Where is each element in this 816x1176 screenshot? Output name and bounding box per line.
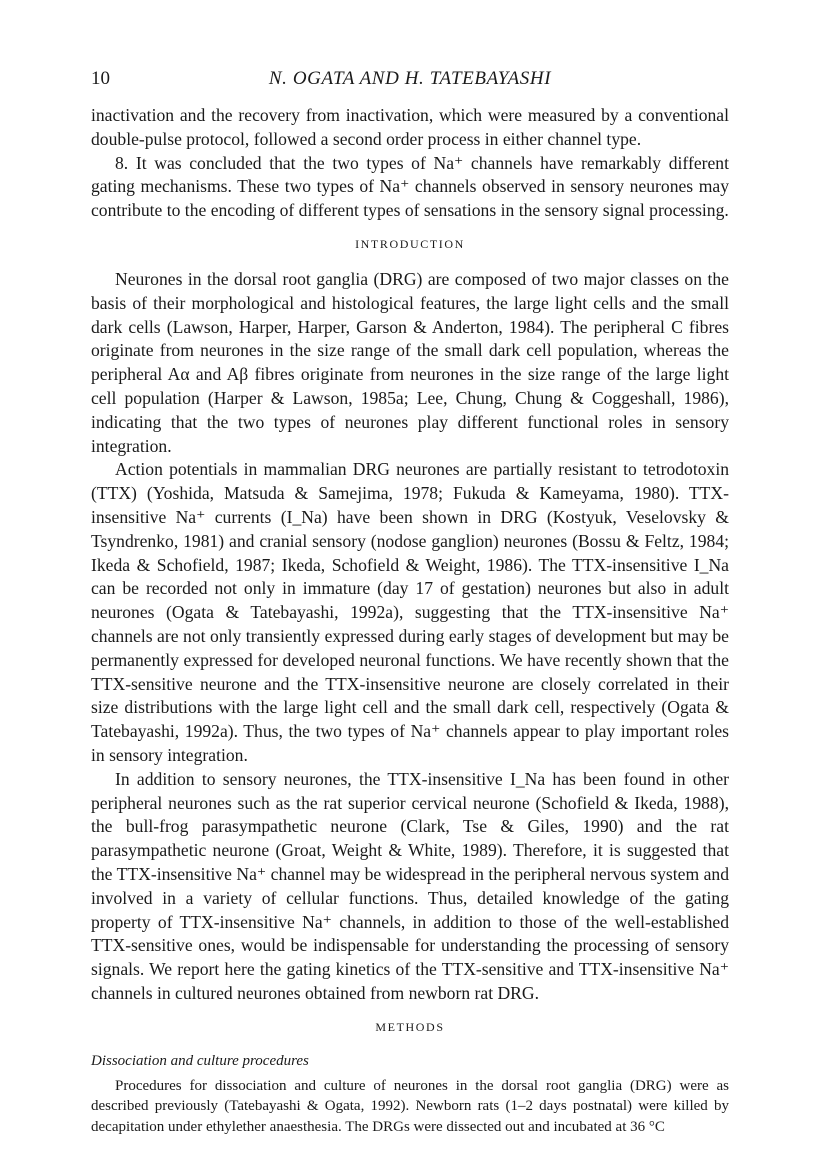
methods-heading: METHODS (375, 1019, 445, 1034)
introduction-paragraph-2: Action potentials in mammalian DRG neurones are partially resistant to tetrodotoxin (TTX) (Yoshida, Matsuda & Samejima, 1978; Fukuda & Kameyama, 1980). TTX-insensitive Na⁺ currents (I_Na) have been shown in DRG (Kostyuk, Veselovsky & Tsyndrenko, 1981) and cranial sensory (nodose ganglion) neurones (Bossu & Feltz, 1984; Ikeda & Schofield, 1987; Ikeda, Schofield & Weight, 1986). The TTX-insensitive I_Na can be recorded not only in immature (day 17 of gestation) neurones but also in adult neurones (Ogata & Tatebayashi, 1992a), suggesting that the TTX-insensitive Na⁺ channels are not only transiently expressed during early stages of development but may be permanently expressed for developed neuronal functions. We have recently shown that the TTX-sensitive neurone and the TTX-insensitive neurone are closely correlated in their size distributions with the large light cell and the small dark cell, respectively (Ogata & Tatebayashi, 1992a). Thus, the two types of Na⁺ channels appear to play important roles in sensory integration. (91, 459, 729, 765)
introduction-paragraph-1: Neurones in the dorsal root ganglia (DRG) are composed of two major classes on the basis of their morphological and histological features, the large light cells and the small dark cells (Lawson, Harper, Harper, Garson & Anderton, 1984). The peripheral C fibres originate from neurones in the size range of the small dark cell population, whereas the peripheral Aα and Aβ fibres originate from neurones in the size range of the large light cell population (Harper & Lawson, 1985a; Lee, Chung, Chung & Coggeshall, 1986), indicating that the two types of neurones play different functional roles in sensory integration. (91, 268, 729, 456)
running-head: N. OGATA AND H. TATEBAYASHI (268, 68, 552, 89)
page-header (91, 60, 729, 104)
introduction-heading: INTRODUCTION (355, 236, 465, 251)
page-number: 10 (91, 68, 110, 89)
abstract-point-8: 8. It was concluded that the two types of Na⁺ channels have remarkably different gating mechanisms. These two types of Na⁺ channels observed in sensory neurones may contribute to the encoding of different types of sensations in the sensory signal processing. (91, 152, 729, 221)
abstract-continuation: inactivation and the recovery from inactivation, which were measured by a conventional double-pulse protocol, followed a second order process in either channel type. (91, 105, 729, 149)
methods-subheading: Dissociation and culture procedures (91, 1052, 309, 1069)
introduction-paragraph-3: In addition to sensory neurones, the TTX-insensitive I_Na has been found in other peripheral neurones such as the rat superior cervical neurone (Schofield & Ikeda, 1988), the bull-frog parasympathetic neurone (Clark, Tse & Giles, 1990) and the rat parasympathetic neurone (Groat, Weight & White, 1989). Therefore, it is suggested that the TTX-insensitive Na⁺ channel may be widespread in the peripheral nervous system and involved in a variety of cellular functions. Thus, detailed knowledge of the gating property of TTX-insensitive Na⁺ channels, in addition to those of the well-established TTX-sensitive ones, would be indispensable for understanding the processing of sensory signals. We report here the gating kinetics of the TTX-sensitive and TTX-insensitive Na⁺ channels in cultured neurones obtained from newborn rat DRG. (91, 768, 729, 1003)
methods-paragraph-1: Procedures for dissociation and culture of neurones in the dorsal root ganglia (DRG) were as described previously (Tatebayashi & Ogata, 1992). Newborn rats (1–2 days postnatal) were killed by decapitation under ethylether anaesthesia. The DRGs were dissected out and incubated at 36 °C (91, 1077, 729, 1136)
page (91, 60, 729, 1138)
